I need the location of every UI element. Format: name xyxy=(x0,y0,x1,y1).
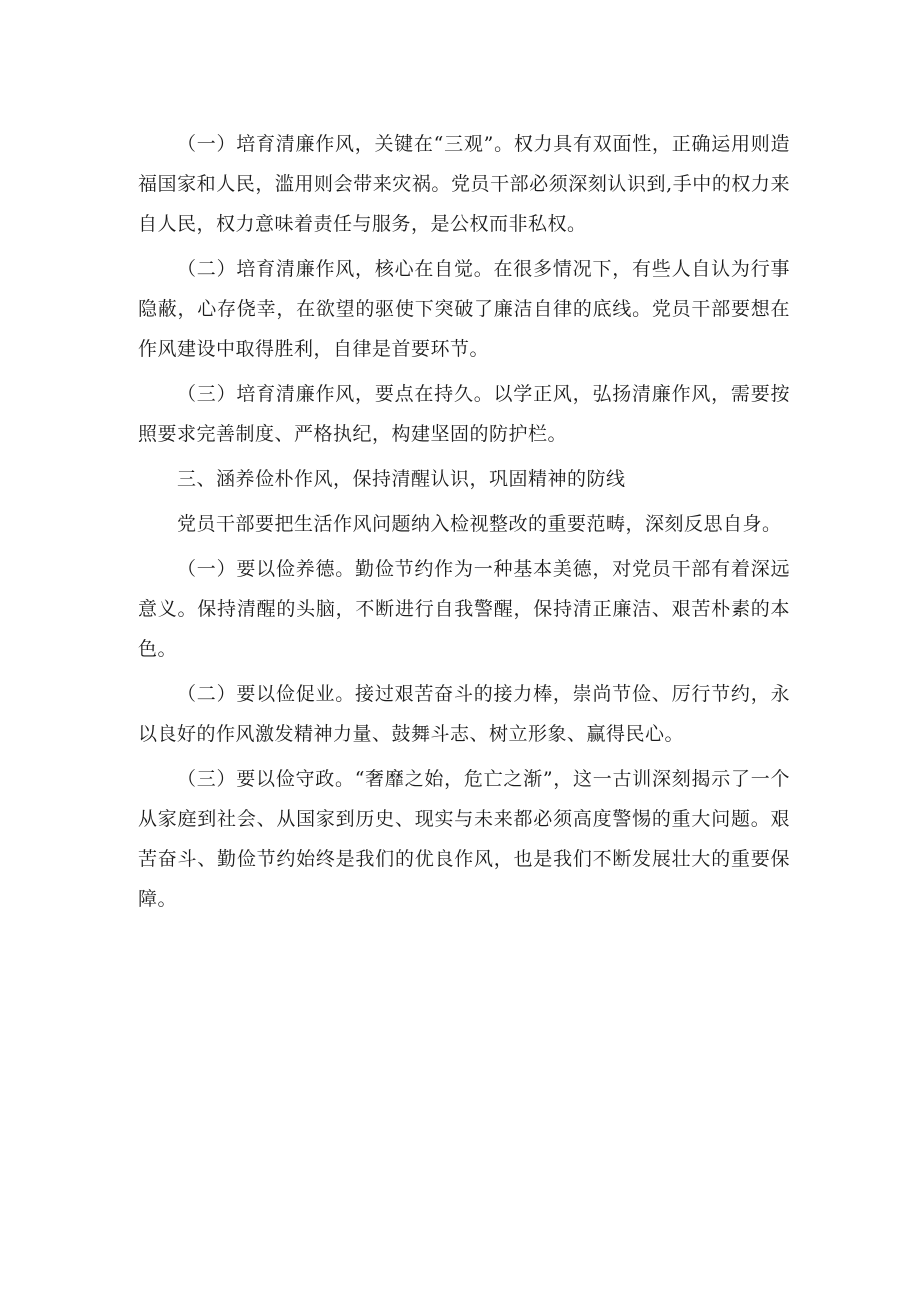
paragraph-frugal-virtue: （一）要以俭养德。勤俭节约作为一种基本美德，对党员干部有着深远意义。保持清醒的头脑，不断进行自我警醒，保持清正廉洁、艰苦朴素的本色。 xyxy=(138,558,790,660)
paragraph-frugal-governance: （三）要以俭守政。“奢靡之始，危亡之渐”，这一古训深刻揭示了一个从家庭到社会、从国家到历史、现实与未来都必须高度警惕的重大问题。艰苦奋斗、勤俭节约始终是我们的优良作风，也是我们不断发展壮大的重要保障。 xyxy=(138,768,790,910)
document-body xyxy=(138,124,790,919)
paragraph-frugal-career: （二）要以俭促业。接过艰苦奋斗的接力棒，崇尚节俭、厉行节约，永以良好的作风激发精神力量、鼓舞斗志、树立形象、赢得民心。 xyxy=(138,683,790,745)
paragraph-clean-style-core: （二）培育清廉作风，核心在自觉。在很多情况下，有些人自认为行事隐蔽，心存侥幸，在欲望的驱使下突破了廉洁自律的底线。党员干部要想在作风建设中取得胜利，自律是首要环节。 xyxy=(138,258,790,360)
paragraph-frugal-intro: 党员干部要把生活作风问题纳入检视整改的重要范畴，深刻反思自身。 xyxy=(177,513,782,535)
section-heading-frugal-style: 三、涵养俭朴作风，保持清醒认识，巩固精神的防线 xyxy=(177,468,626,490)
paragraph-clean-style-lasting: （三）培育清廉作风，要点在持久。以学正风，弘扬清廉作风，需要按照要求完善制度、严格执纪，构建坚固的防护栏。 xyxy=(138,383,790,445)
paragraph-clean-style-key: （一）培育清廉作风，关键在“三观”。权力具有双面性，正确运用则造福国家和人民，滥用则会带来灾祸。党员干部必须深刻认识到,手中的权力来自人民，权力意味着责任与服务，是公权而非私权。 xyxy=(138,133,790,235)
